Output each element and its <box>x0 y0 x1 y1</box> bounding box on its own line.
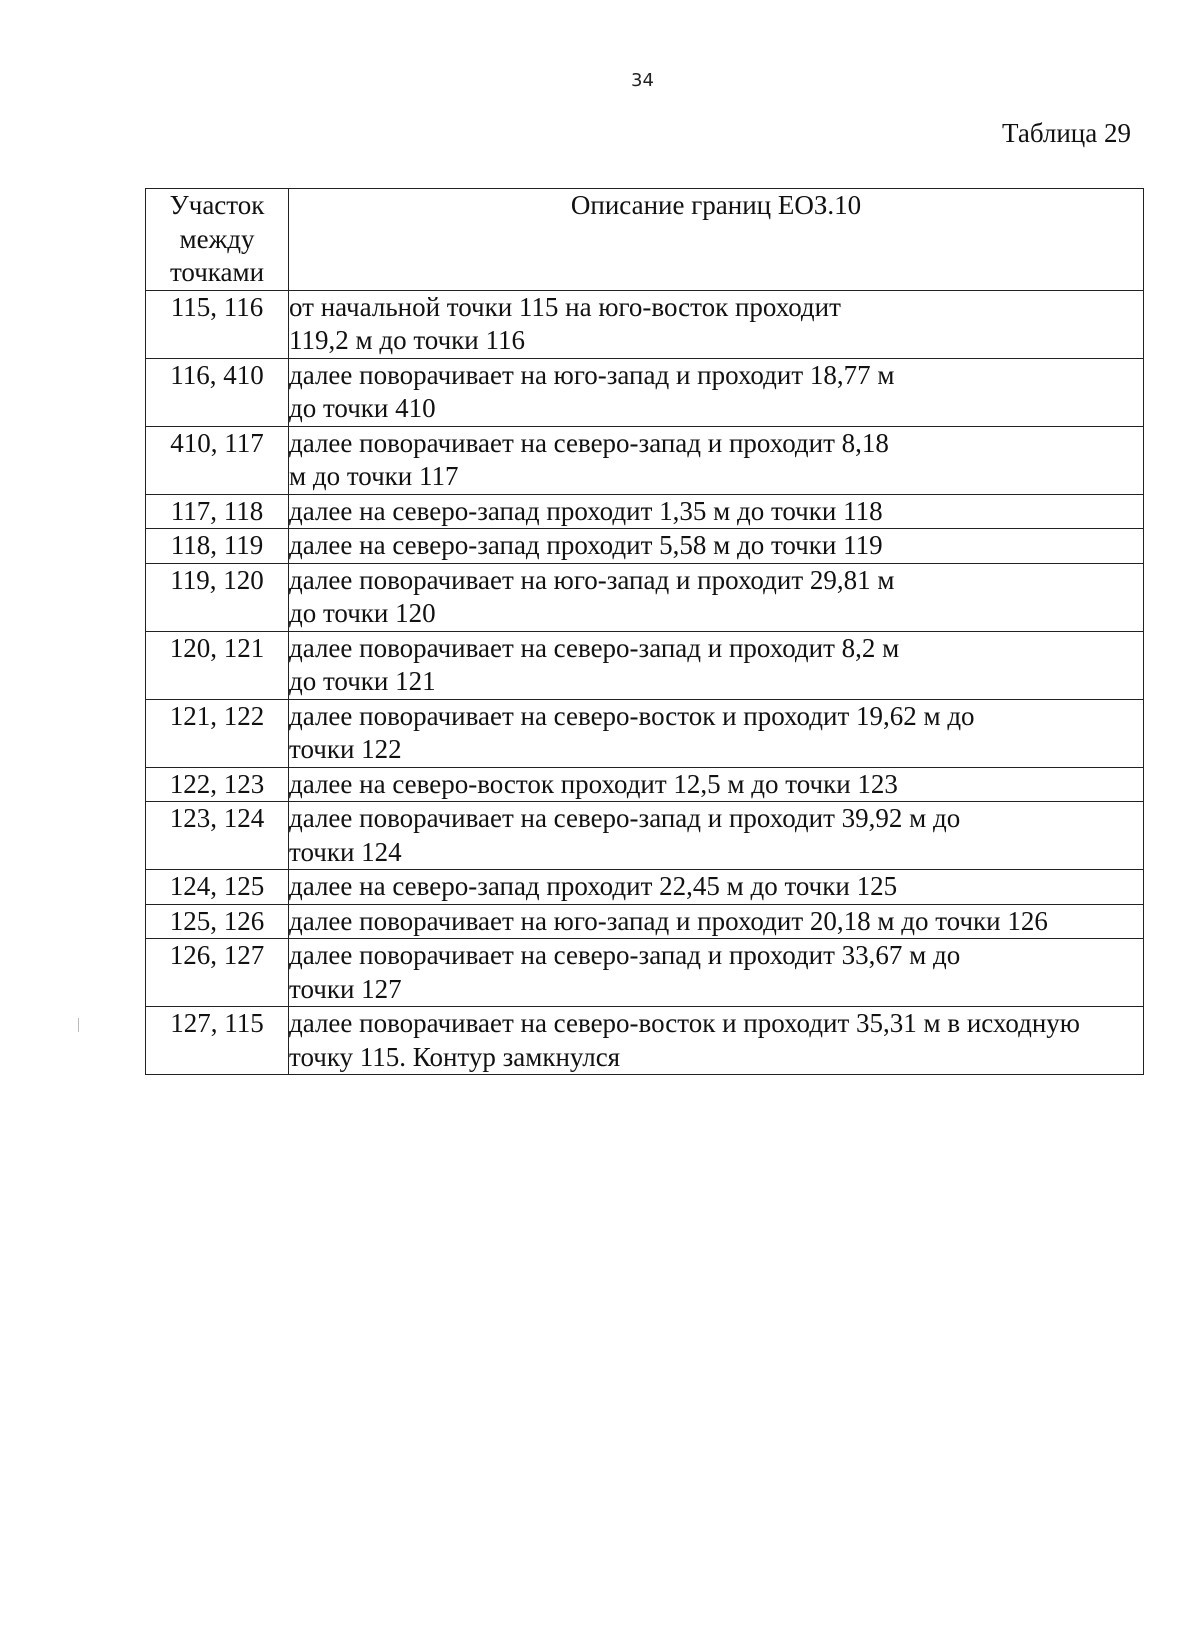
description-cell: далее поворачивает на северо-восток и проходит 19,62 м до точки 122 <box>289 699 1144 767</box>
table-row <box>146 290 1144 358</box>
table-row <box>146 529 1144 564</box>
segment-cell: 121, 122 <box>146 699 289 767</box>
description-cell: от начальной точки 115 на юго-восток проходит 119,2 м до точки 116 <box>289 290 1144 358</box>
table-header-row <box>146 189 1144 291</box>
segment-cell: 127, 115 <box>146 1007 289 1075</box>
boundary-description-table <box>145 188 1144 1075</box>
table-row <box>146 1007 1144 1075</box>
description-cell: далее поворачивает на северо-запад и проходит 39,92 м до точки 124 <box>289 802 1144 870</box>
segment-cell: 124, 125 <box>146 870 289 905</box>
segment-cell: 410, 117 <box>146 426 289 494</box>
segment-cell: 120, 121 <box>146 631 289 699</box>
description-cell: далее на северо-восток проходит 12,5 м до точки 123 <box>289 767 1144 802</box>
description-cell: далее на северо-запад проходит 1,35 м до точки 118 <box>289 494 1144 529</box>
segment-cell: 119, 120 <box>146 563 289 631</box>
description-cell: далее на северо-запад проходит 5,58 м до точки 119 <box>289 529 1144 564</box>
segment-cell: 123, 124 <box>146 802 289 870</box>
description-cell: далее поворачивает на северо-восток и проходит 35,31 м в исходную точку 115. Контур замкнулся <box>289 1007 1144 1075</box>
table-row <box>146 426 1144 494</box>
header-segment: Участок между точками <box>146 189 289 291</box>
description-cell: далее поворачивает на северо-запад и проходит 8,18 м до точки 117 <box>289 426 1144 494</box>
table-row <box>146 870 1144 905</box>
description-cell: далее поворачивает на юго-запад и проходит 29,81 м до точки 120 <box>289 563 1144 631</box>
table-row <box>146 904 1144 939</box>
segment-cell: 125, 126 <box>146 904 289 939</box>
segment-cell: 122, 123 <box>146 767 289 802</box>
table-row <box>146 358 1144 426</box>
description-cell: далее на северо-запад проходит 22,45 м до точки 125 <box>289 870 1144 905</box>
table-row <box>146 939 1144 1007</box>
description-cell: далее поворачивает на юго-запад и проходит 20,18 м до точки 126 <box>289 904 1144 939</box>
table-row <box>146 767 1144 802</box>
table-row <box>146 802 1144 870</box>
table-row <box>146 699 1144 767</box>
table-row <box>146 631 1144 699</box>
segment-cell: 115, 116 <box>146 290 289 358</box>
header-description: Описание границ ЕОЗ.10 <box>289 189 1144 291</box>
segment-cell: 126, 127 <box>146 939 289 1007</box>
segment-cell: 117, 118 <box>146 494 289 529</box>
table-caption: Таблица 29 <box>1002 118 1131 148</box>
description-cell: далее поворачивает на северо-запад и проходит 33,67 м до точки 127 <box>289 939 1144 1007</box>
description-cell: далее поворачивает на северо-запад и проходит 8,2 м до точки 121 <box>289 631 1144 699</box>
description-cell: далее поворачивает на юго-запад и проходит 18,77 м до точки 410 <box>289 358 1144 426</box>
table-row <box>146 563 1144 631</box>
table-row <box>146 494 1144 529</box>
segment-cell: 116, 410 <box>146 358 289 426</box>
scan-artifact <box>78 1018 79 1032</box>
page-number: 34 <box>631 70 654 91</box>
segment-cell: 118, 119 <box>146 529 289 564</box>
